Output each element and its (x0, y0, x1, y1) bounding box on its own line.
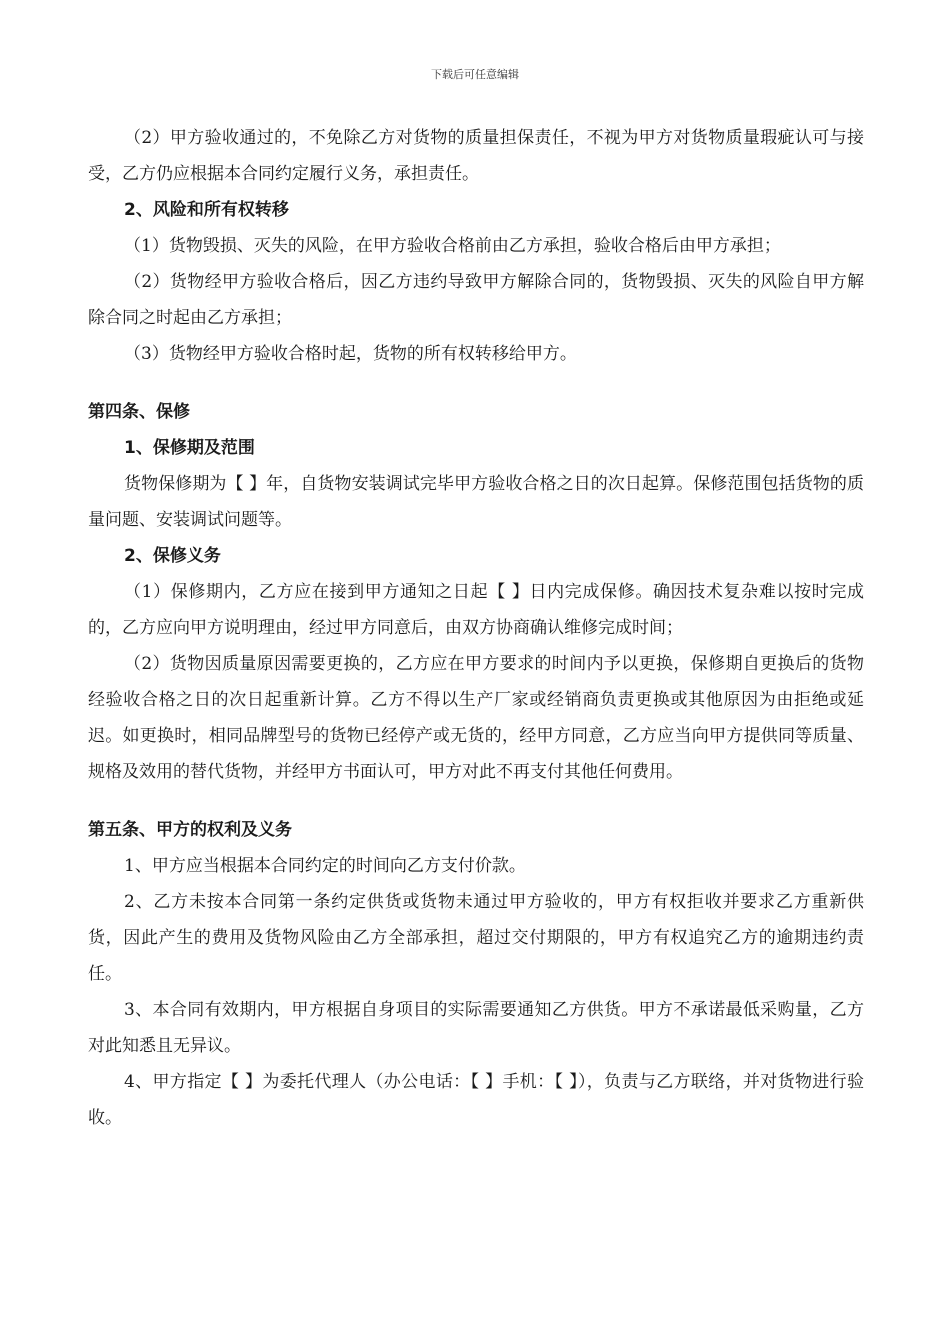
paragraph-risk-3: （3）货物经甲方验收合格时起，货物的所有权转移给甲方。 (124, 344, 577, 364)
paragraph-rights-4: 4、甲方指定【 】为委托代理人（办公电话：【 】手机：【 】），负责与乙方联络，并对货物进行验收。 (88, 1072, 864, 1128)
paragraph-acceptance-2: （2）甲方验收通过的，不免除乙方对货物的质量担保责任，不视为甲方对货物质量瑕疵认可与接受，乙方仍应根据本合同约定履行义务，承担责任。 (88, 128, 864, 184)
paragraph-warranty-2: （2）货物因质量原因需要更换的，乙方应在甲方要求的时间内予以更换，保修期自更换后的货物经验收合格之日的次日起重新计算。乙方不得以生产厂家或经销商负责更换或其他原因为由拒绝或延迟。如更换时，相同品牌型号的货物已经停产或无货的，经甲方同意，乙方应当向甲方提供同等质量、规格及效用的替代货物，并经甲方书面认可，甲方对此不再支付其他任何费用。 (88, 654, 864, 782)
subheading-warranty-obligations: 2、保修义务 (124, 546, 221, 566)
article-5-title: 第五条、甲方的权利及义务 (88, 820, 292, 840)
paragraph-rights-1: 1、甲方应当根据本合同约定的时间向乙方支付价款。 (124, 856, 526, 876)
article-4-title: 第四条、保修 (88, 402, 190, 422)
subheading-warranty-period: 1、保修期及范围 (124, 438, 255, 458)
document-body (88, 120, 864, 1136)
paragraph-rights-3: 3、本合同有效期内，甲方根据自身项目的实际需要通知乙方供货。甲方不承诺最低采购量，乙方对此知悉且无异议。 (88, 1000, 864, 1056)
paragraph-warranty-1: （1）保修期内，乙方应在接到甲方通知之日起【 】日内完成保修。确因技术复杂难以按时完成的，乙方应向甲方说明理由，经过甲方同意后，由双方协商确认维修完成时间； (88, 582, 864, 638)
paragraph-warranty-period: 货物保修期为【 】年，自货物安装调试完毕甲方验收合格之日的次日起算。保修范围包括货物的质量问题、安装调试问题等。 (88, 474, 864, 530)
paragraph-rights-2: 2、乙方未按本合同第一条约定供货或货物未通过甲方验收的，甲方有权拒收并要求乙方重新供货，因此产生的费用及货物风险由乙方全部承担，超过交付期限的，甲方有权追究乙方的逾期违约责任。 (88, 892, 864, 984)
header-note: 下载后可任意编辑 (431, 68, 519, 81)
paragraph-risk-2: （2）货物经甲方验收合格后，因乙方违约导致甲方解除合同的，货物毁损、灭失的风险自甲方解除合同之时起由乙方承担； (88, 272, 864, 328)
subheading-risk-transfer: 2、风险和所有权转移 (124, 200, 289, 220)
paragraph-risk-1: （1）货物毁损、灭失的风险，在甲方验收合格前由乙方承担，验收合格后由甲方承担； (124, 236, 781, 256)
